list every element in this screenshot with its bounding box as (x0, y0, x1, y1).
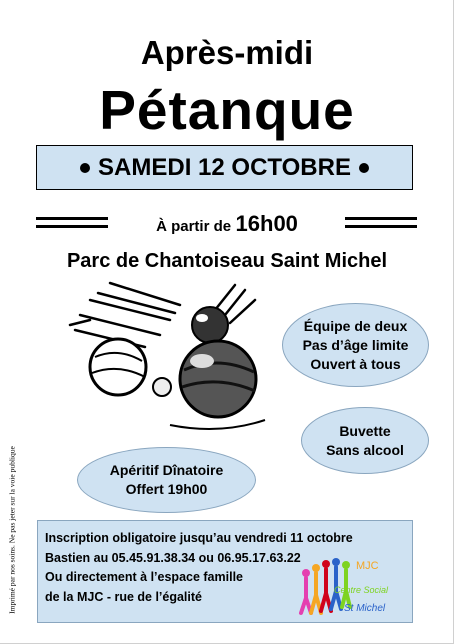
location: Parc de Chantoiseau Saint Michel (66, 250, 388, 272)
inscription-line-3: Ou directement à l’espace famille (45, 570, 243, 584)
legal-side-note-text: Imprimé par nos soins. Ne pas jeter sur la voie publique (7, 446, 17, 614)
inscription-line-2: Bastien au 05.45.91.38.34 ou 06.95.17.63.22 (45, 550, 301, 565)
title-apres-midi: Après-midi (140, 34, 314, 71)
aperitif-line-2: Offert 19h00 (125, 481, 208, 497)
legal-side-note (2, 440, 22, 620)
equipe-line-1: Équipe de deux (303, 317, 408, 334)
equipe-line-2: Pas d’âge limite (302, 336, 409, 353)
inscription-line-4: de la MJC - rue de l’égalité (45, 589, 202, 604)
aperitif-line-1: Apéritif Dînatoire (109, 462, 224, 478)
logo-centre-social: Centre Social (334, 585, 389, 595)
info-bubble-aperitif (77, 447, 256, 513)
equipe-line-3: Ouvert à tous (310, 355, 401, 372)
date-banner (36, 145, 413, 190)
logo-st-michel: St Michel (344, 603, 386, 614)
buvette-line-2: Sans alcool (326, 441, 404, 458)
date-text: SAMEDI 12 OCTOBRE (98, 153, 351, 181)
mjc-logo (298, 553, 389, 619)
petanque-balls-illustration (50, 275, 310, 445)
start-time-value: 16h00 (235, 211, 298, 236)
start-time (0, 211, 454, 237)
inscription-line-1: Inscription obligatoire jusqu’au vendredi 11 octobre (45, 531, 353, 545)
start-time-label: À partir de (156, 218, 232, 235)
bullet-icon (359, 163, 369, 173)
logo-mjc: MJC (356, 560, 379, 572)
title-petanque: Pétanque (99, 79, 355, 141)
buvette-line-1: Buvette (339, 422, 391, 439)
info-bubble-buvette (301, 407, 429, 474)
bullet-icon (80, 163, 90, 173)
info-bubble-equipe (282, 303, 429, 387)
